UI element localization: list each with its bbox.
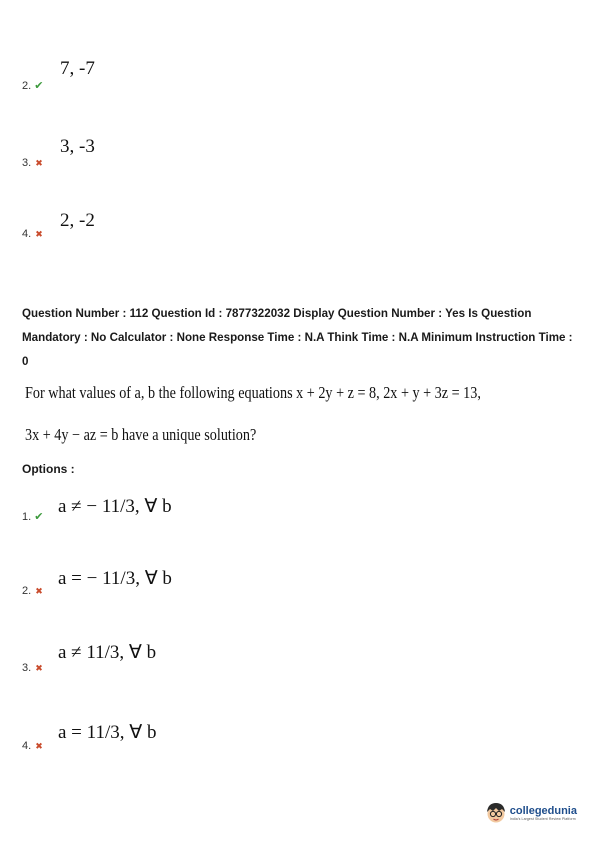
question-text-line-1: For what values of a, b the following equations x + 2y + z = 8, 2x + y + 3z = 13,: [25, 383, 481, 402]
option-3-text: a ≠ 11/3, ∀ b: [58, 642, 157, 663]
question-metadata: Question Number : 112 Question Id : 7877322032 Display Question Number : Yes Is Question Mandatory : No Calculator : None Response Time : N.A Think Time : N.A Minimum Instruction Time : 0: [22, 307, 573, 368]
prev-option-3-text: 3, -3: [60, 136, 95, 157]
option-2-text: a = − 11/3, ∀ b: [58, 568, 172, 589]
prev-option-4-number: [22, 228, 43, 240]
check-mark-icon: ✔: [34, 511, 44, 523]
mascot-icon: [484, 800, 508, 826]
option-3-number: [22, 662, 43, 674]
cross-mark-icon: ✖: [35, 741, 43, 751]
prev-option-3-number: [22, 157, 43, 169]
option-number: 4.: [22, 740, 32, 752]
check-mark-icon: ✔: [34, 80, 44, 92]
logo-tagline: India's Largest Student Review Platform: [509, 817, 576, 821]
collegedunia-logo: [484, 800, 577, 826]
option-1-number: [22, 510, 43, 523]
prev-option-4-text: 2, -2: [60, 210, 95, 231]
prev-option-2-number: [22, 79, 43, 92]
option-1-text: a ≠ − 11/3, ∀ b: [58, 496, 172, 517]
prev-option-2-text: 7, -7: [60, 58, 95, 79]
option-number: 3.: [22, 662, 32, 674]
options-label: Options :: [22, 462, 75, 476]
cross-mark-icon: ✖: [35, 663, 43, 673]
prev-option-number: 2.: [22, 80, 32, 92]
option-2-number: [22, 585, 43, 597]
prev-option-number: 3.: [22, 157, 32, 169]
question-text-line-2: 3x + 4y − az = b have a unique solution?: [25, 425, 257, 444]
cross-mark-icon: ✖: [35, 158, 43, 168]
option-4-text: a = 11/3, ∀ b: [58, 722, 157, 743]
option-number: 2.: [22, 585, 32, 597]
prev-option-number: 4.: [22, 228, 32, 240]
option-number: 1.: [22, 511, 32, 523]
option-4-number: [22, 740, 43, 752]
logo-name: collegedunia: [509, 805, 577, 817]
cross-mark-icon: ✖: [35, 229, 43, 239]
cross-mark-icon: ✖: [35, 586, 43, 596]
